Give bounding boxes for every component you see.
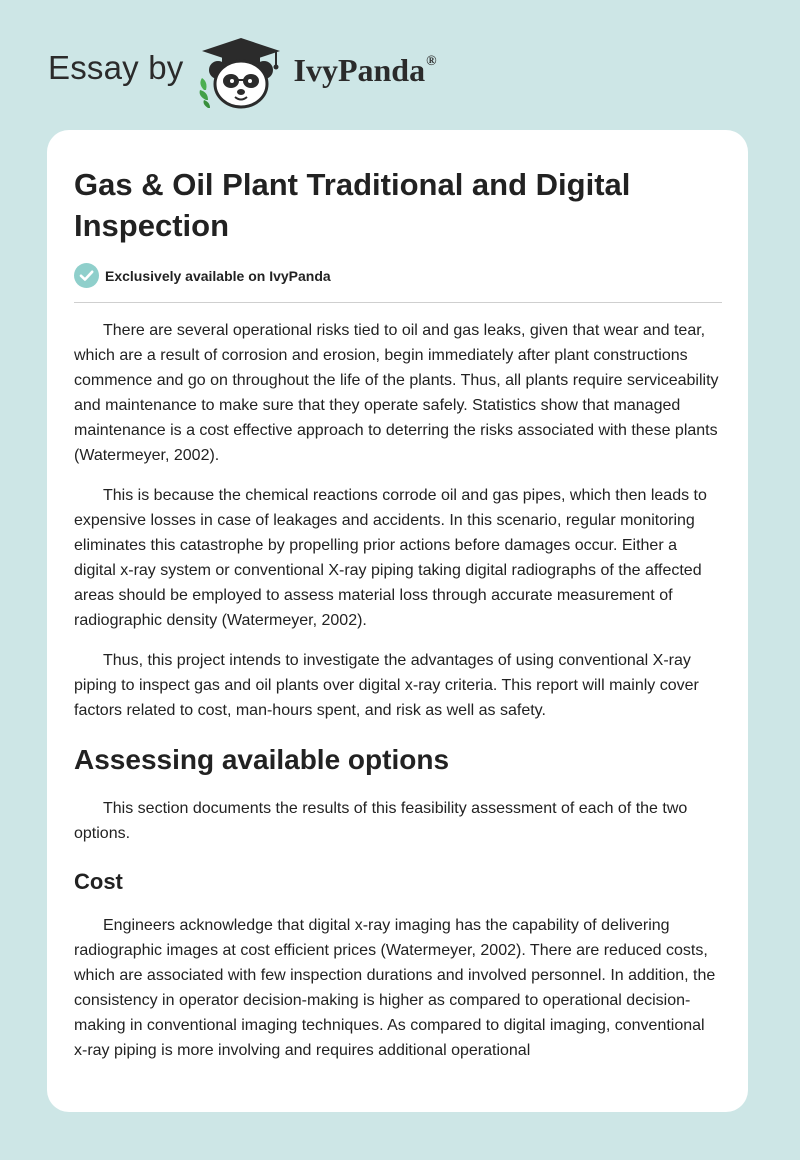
body-paragraph: This section documents the results of this feasibility assessment of each of the two options. (74, 800, 688, 842)
body-paragraph: This is because the chemical reactions corrode oil and gas pipes, which then leads to expensive losses in case of leakages and accidents. In this scenario, regular monitoring eliminates this catastrophe by propelling prior actions before damages occur. Either a digital x-ray system or conventional X-ray piping taking digital radiographs of the affected areas should be employed to assess material loss through accurate measurement of radiographic density (Watermeyer, 2002). (74, 487, 707, 629)
article-card (47, 130, 748, 1112)
body-paragraph: Engineers acknowledge that digital x-ray imaging has the capability of delivering radiographic images at cost efficient prices (Watermeyer, 2002). There are reduced costs, which are associated with few inspection durations and involved personnel. In addition, the consistency in operator decision-making is higher as compared to operational decision-making in conventional imaging techniques. As compared to digital imaging, conventional x-ray piping is more involving and requires additional operational (74, 917, 716, 1059)
panda-graduate-icon[interactable] (196, 34, 286, 110)
site-header (48, 32, 437, 112)
check-circle-icon (74, 263, 99, 288)
brand-name[interactable]: IvyPanda® (293, 51, 437, 88)
essay-by-label: Essay by (48, 49, 184, 86)
body-paragraph: Thus, this project intends to investigate the advantages of using conventional X-ray piping to inspect gas and oil plants over digital x-ray criteria. This report will mainly cover factors related to cost, man-hours spent, and risk as well as safety. (74, 652, 699, 719)
article-title: Gas & Oil Plant Traditional and Digital Inspection (74, 167, 631, 243)
subsection-heading-cost: Cost (74, 869, 123, 894)
body-paragraph: There are several operational risks tied to oil and gas leaks, given that wear and tear, which are a result of corrosion and erosion, begin immediately after plant constructions commence and go on throughout the life of the plants. Thus, all plants require serviceability and maintenance to make sure that they operate safely. Statistics show that managed maintenance is a cost effective approach to deterring the risks associated with these plants (Watermeyer, 2002). (74, 322, 719, 464)
exclusive-badge (74, 263, 722, 303)
section-heading-assessing: Assessing available options (74, 744, 450, 775)
registered-mark: ® (426, 53, 437, 69)
exclusive-badge-text: Exclusively available on IvyPanda (105, 267, 331, 284)
